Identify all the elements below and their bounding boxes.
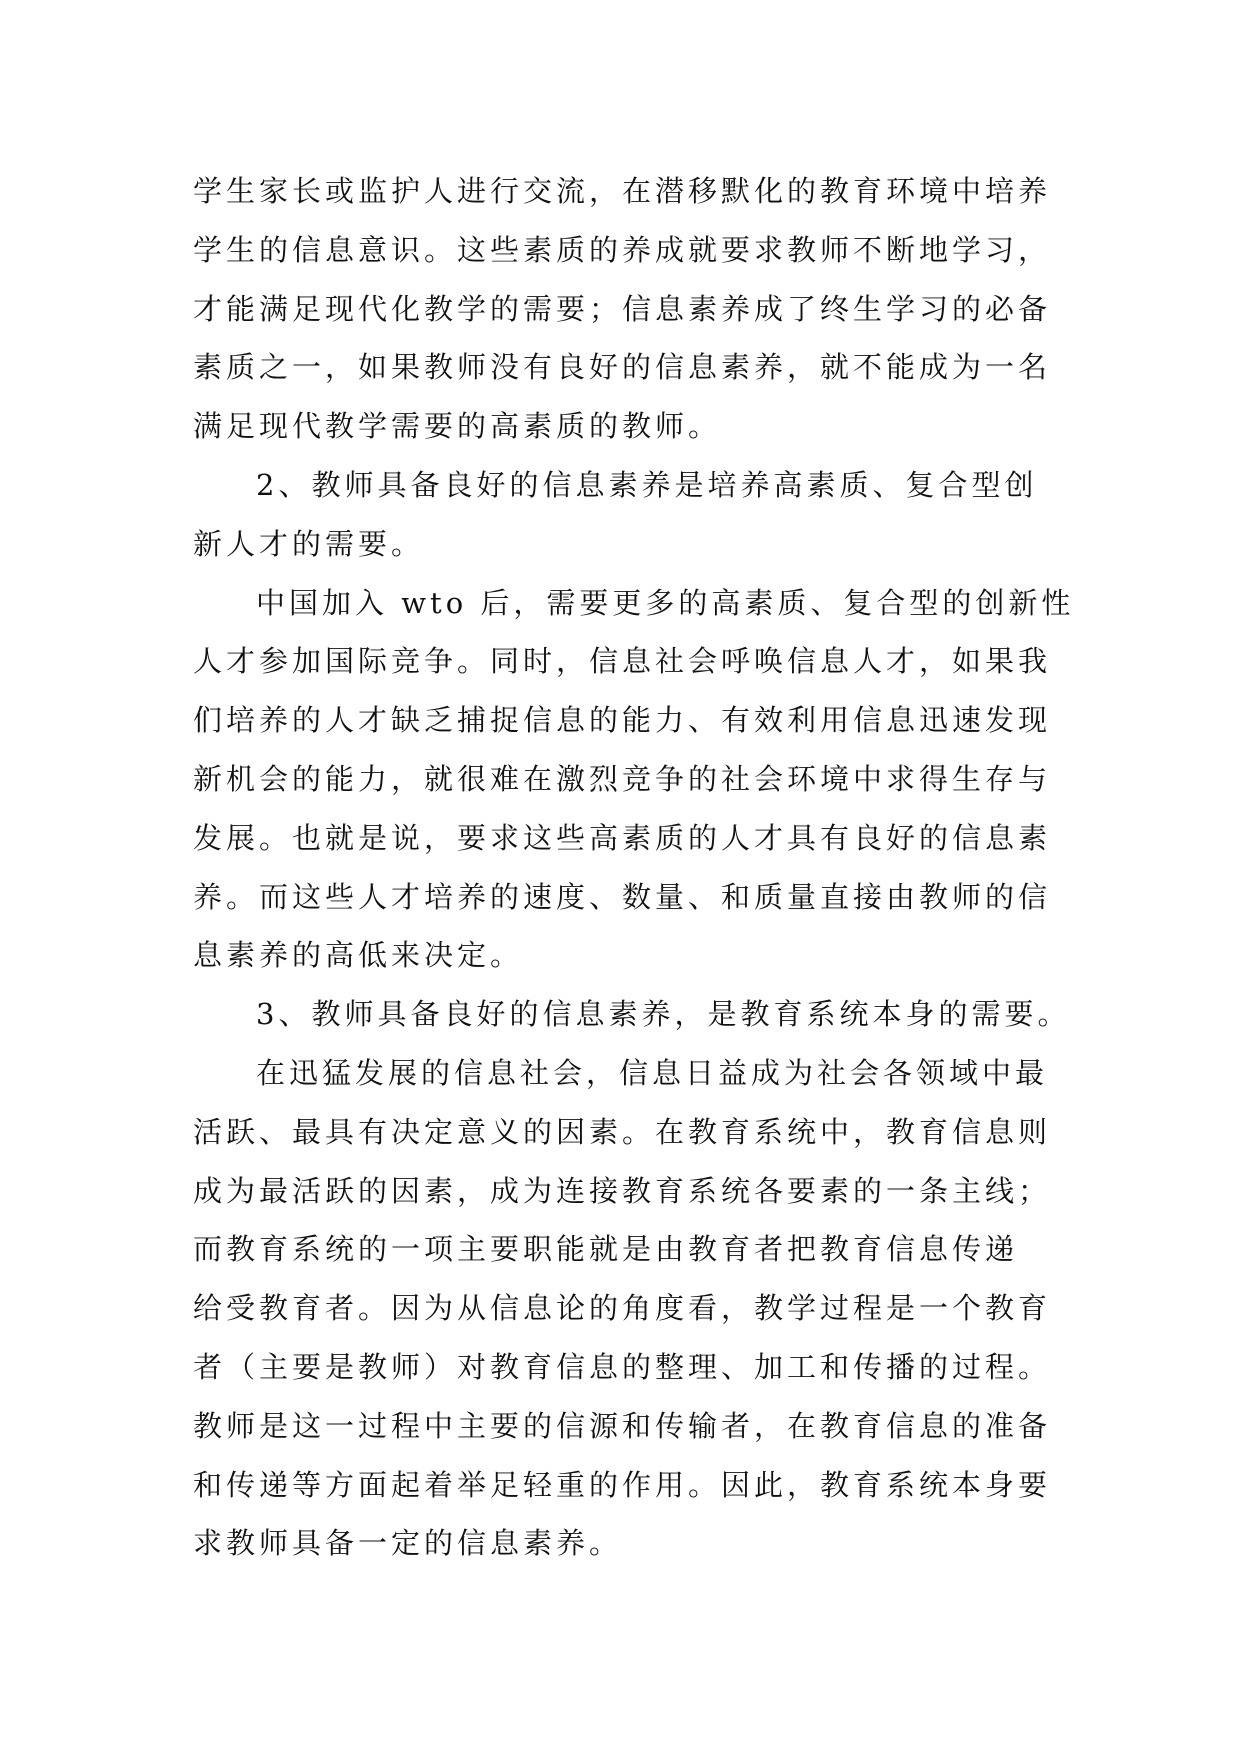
body-text <box>193 162 1075 1573</box>
text-line: 教师是这一过程中主要的信源和传输者，在教育信息的准备 <box>193 1408 1052 1443</box>
text-line: 人才参加国际竞争。同时，信息社会呼唤信息人才，如果我 <box>193 644 1052 679</box>
text-line: 2、教师具备良好的信息素养是培养高素质、复合型创 <box>256 467 1038 502</box>
text-line: 素质之一，如果教师没有良好的信息素养，就不能成为一名 <box>193 350 1052 385</box>
text-line: 活跃、最具有决定意义的因素。在教育系统中，教育信息则 <box>193 1114 1052 1149</box>
text-line: 新机会的能力，就很难在激烈竞争的社会环境中求得生存与 <box>193 761 1052 796</box>
text-line: 新人才的需要。 <box>193 526 425 561</box>
text-line: 在迅猛发展的信息社会，信息日益成为社会各领域中最 <box>256 1055 1049 1090</box>
text-line: 学生家长或监护人进行交流，在潜移默化的教育环境中培养 <box>193 174 1052 208</box>
text-line: 求教师具备一定的信息素养。 <box>193 1526 623 1561</box>
text-line: 们培养的人才缺乏捕捉信息的能力、有效利用信息迅速发现 <box>193 703 1052 738</box>
text-line: 给受教育者。因为从信息论的角度看，教学过程是一个教育 <box>193 1291 1052 1326</box>
text-line: 才能满足现代化教学的需要；信息素养成了终生学习的必备 <box>193 291 1052 326</box>
text-line: 成为最活跃的因素，成为连接教育系统各要素的一条主线； <box>193 1173 1052 1208</box>
text-line: 3、教师具备良好的信息素养，是教育系统本身的需要。 <box>256 997 1071 1032</box>
text-line: 中国加入 wto 后，需要更多的高素质、复合型的创新性 <box>256 585 1075 620</box>
text-line: 发展。也就是说，要求这些高素质的人才具有良好的信息素 <box>193 820 1052 855</box>
text-line: 和传递等方面起着举足轻重的作用。因此，教育系统本身要 <box>193 1467 1052 1502</box>
text-line: 学生的信息意识。这些素质的养成就要求教师不断地学习， <box>193 232 1052 267</box>
text-line: 养。而这些人才培养的速度、数量、和质量直接由教师的信 <box>193 879 1052 914</box>
text-line: 息素养的高低来决定。 <box>193 938 524 973</box>
text-line: 而教育系统的一项主要职能就是由教育者把教育信息传递 <box>193 1232 1019 1267</box>
text-line: 满足现代教学需要的高素质的教师。 <box>193 409 722 444</box>
text-line: 者（主要是教师）对教育信息的整理、加工和传播的过程。 <box>193 1349 1052 1384</box>
